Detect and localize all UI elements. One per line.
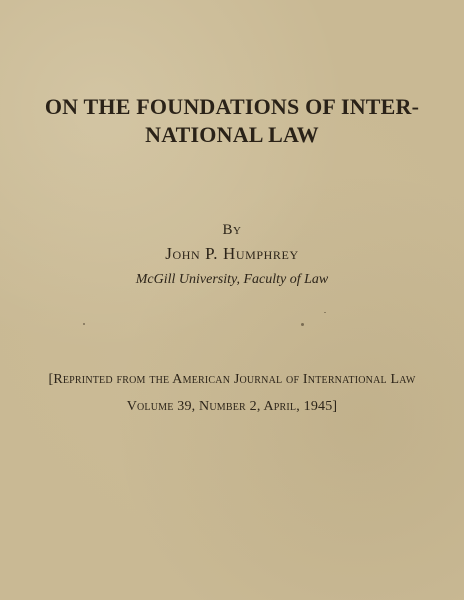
title-line-1: ON THE FOUNDATIONS OF INTER-: [44, 94, 420, 119]
reprint-source-line: [Reprinted from the American Journal of International Law: [48, 372, 416, 387]
byline: By: [222, 222, 242, 238]
author-affiliation: McGill University, Faculty of Law: [135, 272, 329, 287]
author-name: John P. Humphrey: [165, 244, 299, 263]
paper-speck: [301, 323, 304, 326]
paper-speck: [324, 312, 326, 313]
paper-speck: [83, 323, 85, 325]
title-line-2: NATIONAL LAW: [145, 122, 319, 147]
reprint-volume-line: Volume 39, Number 2, April, 1945]: [126, 399, 338, 414]
